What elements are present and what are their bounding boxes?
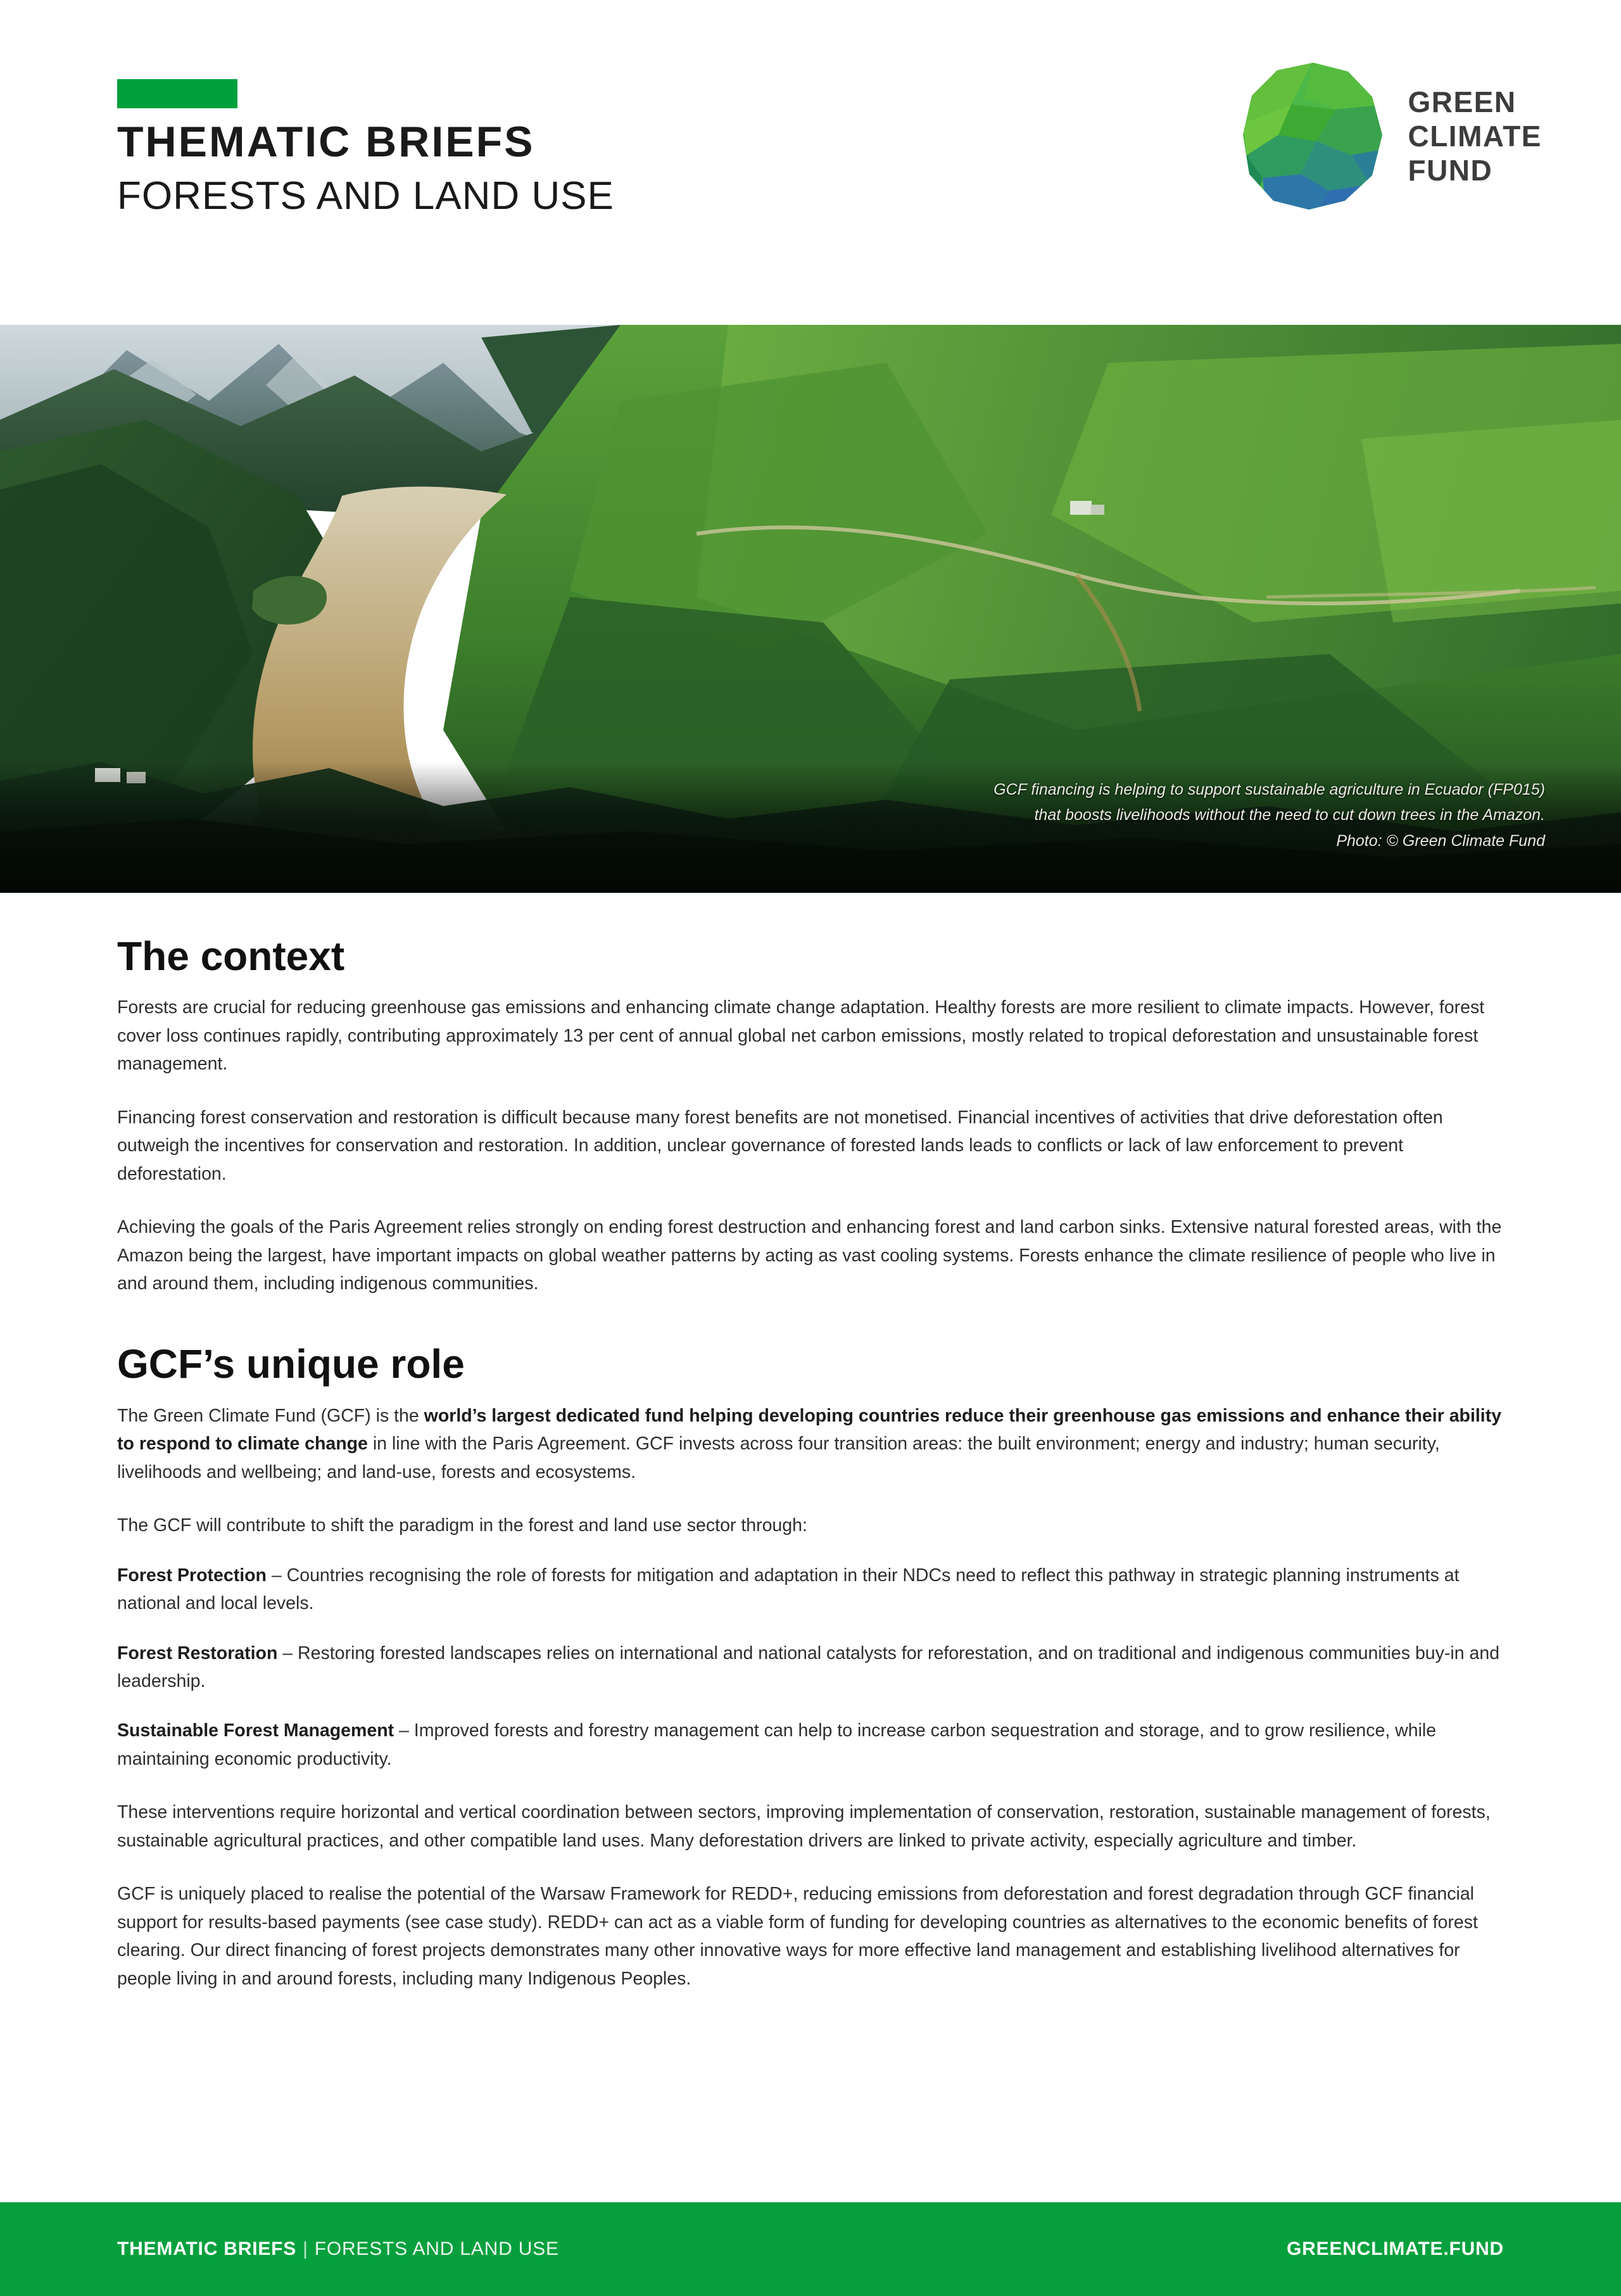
hero-caption	[993, 777, 1545, 854]
logo-line-fund: FUND	[1408, 154, 1493, 187]
footer-inner	[117, 2202, 1504, 2296]
logo-wordmark	[1408, 85, 1542, 188]
role-item-sustainable-forest-management	[117, 1717, 1510, 1773]
role-p1-bold: world’s largest dedicated fund helping developing countries reduce their greenhouse gas emissions and enhance their ability to respond to climate change	[117, 1405, 1502, 1454]
role-paragraph-4: GCF is uniquely placed to realise the potential of the Warsaw Framework for REDD+, reducing emissions from deforestation and forest degradation through GCF financial support for results-based payments (see case study). REDD+ can act as a viable form of funding for developing countries as alternatives to the economic benefits of forest clearing. Our direct financing of forest projects demonstrates many other innovative ways for more effective land management and establishing livelihood alternatives for people living in and around forests, including many Indigenous Peoples.	[117, 1884, 1478, 1989]
brief-title: THEMATIC BRIEFS	[117, 118, 535, 166]
role-item-forest-protection	[117, 1561, 1510, 1618]
page-footer	[0, 2202, 1621, 2296]
section-heading-context: The context	[117, 933, 345, 979]
globe-icon	[1240, 60, 1386, 212]
item1-label: Forest Protection	[117, 1565, 267, 1586]
footer-brief-label: THEMATIC BRIEFS	[117, 2238, 297, 2259]
role-item-forest-restoration	[117, 1639, 1510, 1696]
item3-text: – Improved forests and forestry management can help to increase carbon sequestration and storage, and to grow resilience, while maintaining economic productivity.	[117, 1720, 1437, 1769]
role-p1-post: in line with the Paris Agreement. GCF invests across four transition areas: the built environment; energy and industry; human security, livelihoods and wellbeing; and land-use, forests and ecosystems.	[117, 1434, 1440, 1482]
role-paragraph-2: The GCF will contribute to shift the paradigm in the forest and land use sector through:	[117, 1515, 807, 1536]
item3-label: Sustainable Forest Management	[117, 1720, 394, 1741]
title-block	[117, 117, 1130, 220]
brief-subtitle: FORESTS AND LAND USE	[117, 174, 614, 218]
context-paragraph-3: Achieving the goals of the Paris Agreement relies strongly on ending forest destruction and enhancing forest and land carbon sinks. Extensive natural forested areas, with the Amazon being the largest, have important impacts on global weather patterns by acting as vast cooling systems. Forests enhance the climate resilience of people who live in and around them, including indigenous communities.	[117, 1217, 1502, 1294]
page-header	[0, 0, 1621, 323]
role-paragraph-3: These interventions require horizontal and vertical coordination between sectors, improving implementation of conservation, restoration, sustainable management of forests, sustainable agricultural practices, and other compatible land uses. Many deforestation drivers are linked to private activity, especially agriculture and timber.	[117, 1802, 1491, 1851]
hero-caption-line1: GCF financing is helping to support sustainable agriculture in Ecuador (FP015)	[993, 780, 1545, 798]
item1-text: – Countries recognising the role of forests for mitigation and adaptation in their NDCs need to reflect this pathway in strategic planning instruments at national and local levels.	[117, 1565, 1460, 1614]
role-p1-pre: The Green Climate Fund (GCF) is the	[117, 1405, 424, 1426]
context-paragraph-2: Financing forest conservation and restoration is difficult because many forest benefits are not monetised. Financial incentives of activities that drive deforestation often outweigh the incentives for conservation and restoration. In addition, unclear governance of forested lands leads to conflicts or lack of law enforcement to prevent deforestation.	[117, 1107, 1443, 1184]
section-heading-role: GCF’s unique role	[117, 1341, 465, 1387]
footer-topic-label: FORESTS AND LAND USE	[314, 2238, 559, 2259]
gcf-logo	[1240, 60, 1542, 212]
logo-line-climate: CLIMATE	[1408, 119, 1542, 153]
footer-separator: |	[303, 2238, 308, 2259]
footer-website[interactable]: GREENCLIMATE.FUND	[1286, 2238, 1504, 2259]
hero-caption-line2: that boosts livelihoods without the need to cut down trees in the Amazon.	[1034, 806, 1545, 824]
footer-left-text	[117, 2238, 559, 2260]
context-paragraph-1: Forests are crucial for reducing greenhouse gas emissions and enhancing climate change adaptation. Healthy forests are more resilient to climate impacts. However, forest cover loss continues rapidly, contributing approximately 13 per cent of annual global net carbon emissions, mostly related to tropical deforestation and unsustainable forest management.	[117, 997, 1485, 1075]
hero-photo	[0, 325, 1621, 893]
item2-text: – Restoring forested landscapes relies on international and national catalysts for reforestation, and on traditional and indigenous communities buy-in and leadership.	[117, 1643, 1500, 1692]
green-accent-bar	[117, 79, 237, 108]
item2-label: Forest Restoration	[117, 1643, 278, 1663]
hero-photo-credit: Photo: © Green Climate Fund	[1336, 831, 1545, 850]
article-body	[117, 934, 1510, 2018]
role-paragraph-1	[117, 1402, 1510, 1486]
logo-line-green: GREEN	[1408, 85, 1517, 118]
